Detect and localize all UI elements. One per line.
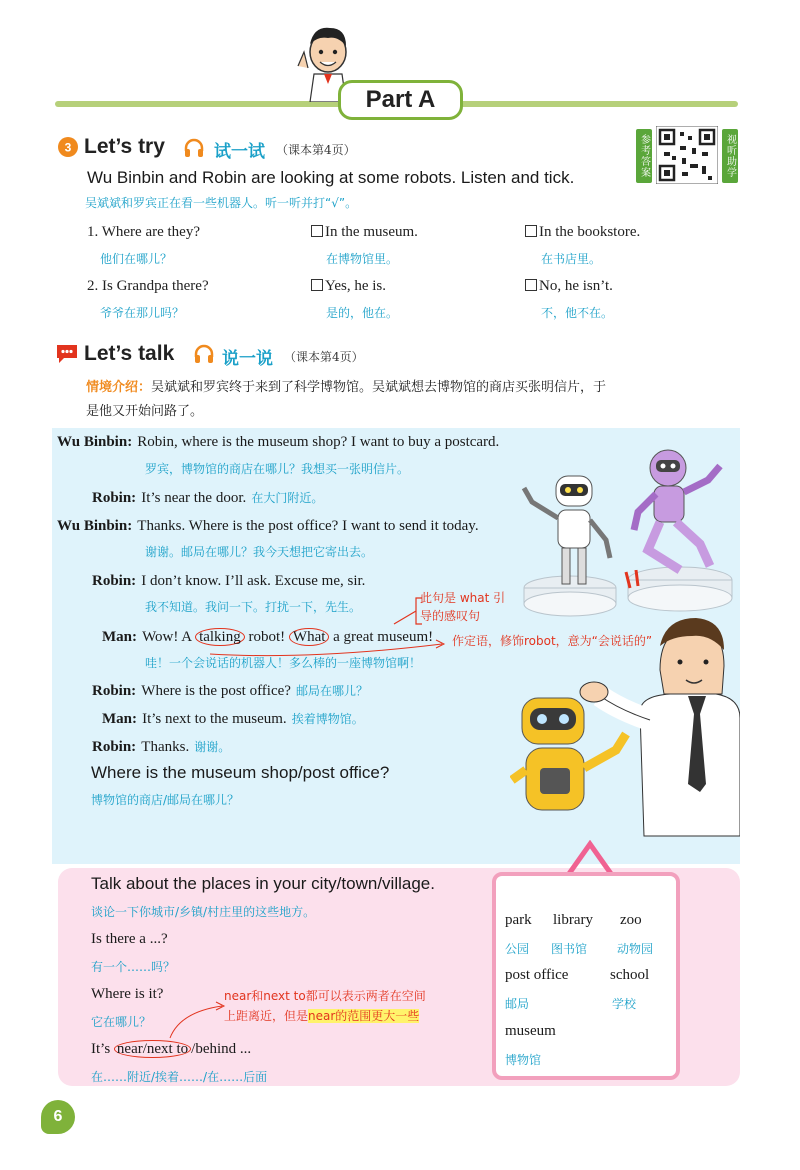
place-post-office: post office (505, 967, 569, 983)
lets-talk-title-cn: 说一说 (222, 349, 273, 369)
key-sentence: Where is the museum shop/post office? (91, 763, 390, 782)
place-zoo: zoo (620, 912, 642, 928)
its-suffix: /behind ... (191, 1041, 252, 1057)
dialogue-text-c: robot! (244, 629, 289, 645)
dialogue-line-8 (92, 736, 230, 756)
question-1: 1. Where are they? (87, 224, 200, 240)
dialogue-text: Thanks. (141, 739, 190, 755)
place-museum-cn: 博物馆 (505, 1053, 542, 1067)
dialogue-cn: 谢谢。 (194, 740, 231, 754)
headphones-icon[interactable] (193, 343, 215, 365)
dialogue-text-e: a great museum! (329, 629, 434, 645)
context-label: 情境介绍： (86, 380, 152, 395)
context-paragraph (86, 376, 746, 424)
dialogue-text: Thanks. Where is the post office? I want to send it today. (137, 518, 479, 534)
place-library: library (553, 912, 593, 928)
dialogue-line-5-cn: 哇！一个会说话的机器人！多么棒的一座博物馆啊！ (145, 656, 422, 670)
circled-word-talking: talking (195, 628, 245, 646)
speaker: Robin: (92, 739, 137, 755)
sentence-where-is-it-cn: 它在哪儿？ (91, 1015, 152, 1029)
speaker: Wu Binbin: (57, 434, 133, 450)
note-near-2a: 上距离近，但是 (224, 1009, 309, 1023)
dialogue-text: Where is the post office? (141, 683, 291, 699)
dialogue-text: Robin, where is the museum shop? I want to buy a postcard. (137, 434, 500, 450)
q1-option-museum-cn: 在博物馆里。 (326, 252, 399, 266)
note-bracket-icon (390, 594, 424, 628)
part-label: Part A (338, 80, 463, 120)
dialogue-text-a: Wow! A (142, 629, 196, 645)
sentence-is-there-cn: 有一个……吗？ (91, 960, 176, 974)
sentence-where-is-it: Where is it? (91, 986, 164, 1002)
circled-near-next-to: near/next to (114, 1040, 191, 1058)
note-near-2b-highlight: near的范围更大一些 (308, 1009, 420, 1023)
sentence-is-there: Is there a ...? (91, 931, 168, 947)
its-prefix: It’s (91, 1041, 114, 1057)
dialogue-text: It’s next to the museum. (142, 711, 287, 727)
context-line-2: 是他又开始问路了。 (86, 404, 204, 419)
lets-try-title-cn: 试一试 (214, 142, 265, 162)
lets-try-badge-icon (57, 136, 79, 158)
note-what-exclamation (420, 589, 505, 625)
place-school: school (610, 967, 650, 983)
qr-label-answers: 参考答案 (636, 129, 652, 183)
q1-option-bookstore-cn: 在书店里。 (541, 252, 602, 266)
speech-bubble-icon (55, 343, 79, 365)
svg-text:3: 3 (64, 140, 72, 155)
speaker: Wu Binbin: (57, 518, 133, 534)
context-line-1: 吴斌斌和罗宾终于来到了科学博物馆。吴斌斌想去博物馆的商店买张明信片，于 (151, 380, 607, 395)
q1-checkbox-bookstore[interactable] (525, 225, 537, 237)
dialogue-text: It’s near the door. (141, 490, 247, 506)
place-museum: museum (505, 1023, 556, 1039)
dialogue-line-3 (57, 515, 479, 535)
speaker: Man: (102, 711, 137, 727)
dialogue-text: I don’t know. I’ll ask. Excuse me, sir. (141, 573, 366, 589)
note-arrow-icon (166, 1000, 228, 1040)
dialogue-line-4-cn: 我不知道。我问一下。打扰一下，先生。 (145, 600, 362, 614)
lets-try-title: Let’s try (84, 135, 165, 158)
headphones-icon[interactable] (183, 137, 205, 159)
qr-label-study: 视听助学 (722, 129, 738, 183)
question-1-cn: 他们在哪儿？ (100, 252, 173, 266)
place-park-cn: 公园 (505, 942, 530, 956)
lets-try-instruction-cn: 吴斌斌和罗宾正在看一些机器人。听一听并打“√”。 (85, 196, 358, 210)
place-zoo-cn: 动物园 (617, 942, 654, 956)
speaker: Robin: (92, 573, 137, 589)
dialogue-cn: 挨着博物馆。 (291, 712, 364, 726)
note-near-1: near和next to都可以表示两者在空间 (224, 989, 426, 1003)
q2-checkbox-yes[interactable] (311, 279, 323, 291)
note-talking: 作定语，修饰robot，意为“会说话的” (452, 634, 653, 648)
q2-option-yes: Yes, he is. (311, 278, 386, 295)
q1-option-bookstore: In the bookstore. (525, 224, 640, 241)
dialogue-cn: 在大门附近。 (251, 491, 324, 505)
speaker: Man: (102, 629, 137, 645)
key-sentence-cn: 博物馆的商店/邮局在哪儿？ (91, 793, 240, 807)
speaker: Robin: (92, 490, 137, 506)
note-near-next-to (224, 986, 426, 1026)
place-post-office-cn: 邮局 (505, 997, 530, 1011)
q2-option-no: No, he isn’t. (525, 278, 613, 295)
page-number: 6 (41, 1100, 75, 1134)
lets-talk-title: Let’s talk (84, 342, 175, 365)
dialogue-line-1-cn: 罗宾，博物馆的商店在哪儿？我想买一张明信片。 (145, 462, 410, 476)
dialogue-line-6 (92, 680, 368, 700)
dialogue-cn: 邮局在哪儿？ (296, 684, 369, 698)
dialogue-line-1 (57, 431, 499, 451)
dialogue-line-4 (92, 570, 365, 590)
place-park: park (505, 912, 532, 928)
lets-try-page-ref: （课本第4页） (276, 143, 356, 157)
lets-try-instruction: Wu Binbin and Robin are looking at some robots. Listen and tick. (87, 168, 575, 187)
q1-option-museum: In the museum. (311, 224, 418, 241)
note-what-1: 此句是 what 引 (420, 591, 506, 605)
lets-talk-page-ref: （课本第4页） (284, 350, 364, 364)
note-what-2: 导的感叹句 (420, 609, 481, 623)
circled-word-what: What (289, 628, 329, 646)
talk-about-title-cn: 谈论一下你城市/乡镇/村庄里的这些地方。 (91, 905, 316, 919)
sentence-its-near-cn: 在……附近/挨着……/在……后面 (91, 1070, 268, 1084)
qr-code-icon[interactable] (656, 126, 718, 184)
dialogue-line-7 (102, 708, 364, 728)
q2-option-no-cn: 不，他不在。 (541, 306, 614, 320)
place-library-cn: 图书馆 (551, 942, 588, 956)
speaker: Robin: (92, 683, 137, 699)
robots-man-illustration (510, 440, 740, 860)
sentence-its-near (91, 1041, 251, 1058)
talk-about-title: Talk about the places in your city/town/village. (91, 874, 435, 893)
dialogue-line-2 (92, 487, 323, 507)
q2-checkbox-no[interactable] (525, 279, 537, 291)
question-2: 2. Is Grandpa there? (87, 278, 209, 294)
question-2-cn: 爷爷在那儿吗？ (100, 306, 185, 320)
q2-option-yes-cn: 是的，他在。 (326, 306, 399, 320)
place-school-cn: 学校 (612, 997, 637, 1011)
dialogue-line-3-cn: 谢谢。邮局在哪儿？我今天想把它寄出去。 (145, 545, 374, 559)
q1-checkbox-museum[interactable] (311, 225, 323, 237)
